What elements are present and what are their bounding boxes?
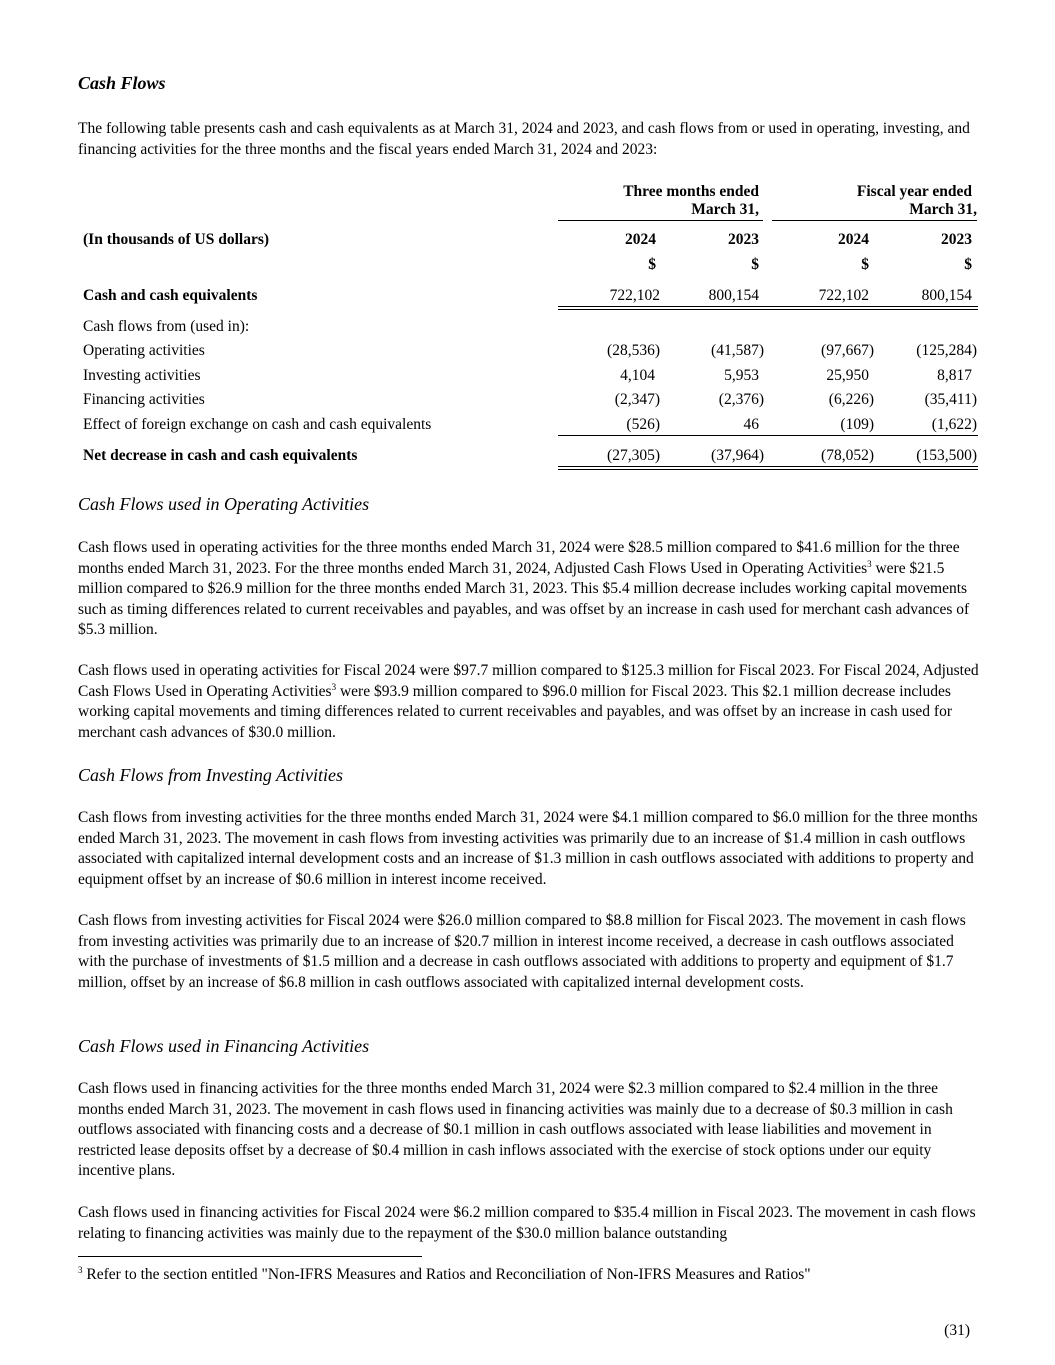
section-heading-operating: Cash Flows used in Operating Activities — [78, 494, 370, 514]
currency-header: $ — [861, 256, 869, 273]
section-label: Cash flows from (used in): — [83, 318, 250, 335]
table-cell: (125,284) — [916, 342, 977, 359]
table-cell: (78,052) — [821, 447, 874, 464]
page-number: (31) — [944, 1322, 970, 1339]
subtotal-rule — [558, 435, 978, 436]
group-header-three-months-line1: Three months ended — [623, 183, 759, 200]
group-underline-fiscal-year — [772, 220, 977, 221]
double-rule — [558, 306, 978, 310]
table-cell: (1,622) — [931, 416, 977, 433]
year-header: 2023 — [728, 231, 759, 248]
year-header: 2024 — [625, 231, 656, 248]
group-underline-three-months — [558, 220, 763, 221]
table-cell: 5,953 — [724, 367, 759, 384]
footnote-divider — [78, 1256, 422, 1257]
table-row-label: Financing activities — [83, 391, 205, 408]
table-cell: (153,500) — [916, 447, 977, 464]
table-row-label: Net decrease in cash and cash equivalents — [83, 447, 358, 464]
table-row-label: Operating activities — [83, 342, 205, 359]
group-header-three-months-line2: March 31, — [691, 201, 759, 218]
table-cell: (28,536) — [607, 342, 660, 359]
financing-paragraph-1: Cash flows used in financing activities for the three months ended March 31, 2024 were $2.3 million compared to $2.4 million in the three months ended March 31, 2023. The movement in cash flows used in financing activities was mainly due to a decrease of $0.3 million in cash outflows associated with financing costs and a decrease of $0.1 million in cash outflows associated with lease liabilities and movement in restricted lease deposits offset by a decrease of $0.4 million in cash inflows associated with the exercise of stock options under our equity incentive plans. — [78, 1080, 953, 1179]
table-cell: 722,102 — [818, 287, 869, 304]
table-cell: (35,411) — [924, 391, 977, 408]
group-header-fiscal-year-line1: Fiscal year ended — [856, 183, 972, 200]
table-cell: 4,104 — [620, 367, 655, 384]
currency-header: $ — [648, 256, 656, 273]
group-header-fiscal-year-line2: March 31, — [909, 201, 977, 218]
year-header: 2024 — [838, 231, 869, 248]
investing-paragraph-2: Cash flows from investing activities for Fiscal 2024 were $26.0 million compared to $8.8 million for Fiscal 2023. The movement in cash flows from investing activities was primarily due to an increase of $20.7 million in interest income received, a decrease in cash outflows associated with the purchase of investments of $1.5 million and a decrease in cash outflows associated with additions to property and equipment of $1.7 million, offset by an increase of $6.8 million in cash outflows associated with capitalized internal development costs. — [78, 912, 966, 991]
table-row-label: Cash and cash equivalents — [83, 287, 258, 304]
section-heading-investing: Cash Flows from Investing Activities — [78, 765, 343, 785]
table-row-label: Investing activities — [83, 367, 201, 384]
operating-paragraph-2: Cash flows used in operating activities for Fiscal 2024 were $97.7 million compared to $125.3 million for Fiscal 2023. For Fiscal 2024, Adjusted Cash Flows Used in Operating Activities$^3$ were $93.9 million compared to $96.0 million for Fiscal 2023. This $2.1 million decrease includes working capital movements and timing differences related to current receivables and payables, and was offset by an increase in cash used for merchant cash advances of $30.0 million. — [78, 662, 979, 741]
table-cell: (41,587) — [711, 342, 764, 359]
table-cell: 800,154 — [921, 287, 972, 304]
table-cell: (526) — [626, 416, 660, 433]
table-cell: 25,950 — [826, 367, 869, 384]
investing-paragraph-1: Cash flows from investing activities for the three months ended March 31, 2024 were $4.1 million compared to $6.0 million for the three months ended March 31, 2023. The movement in cash flows from investing activities was primarily due to an increase of $1.4 million in cash outflows associated with capitalized internal development costs and an increase of $1.3 million in cash outflows associated with additions to property and equipment offset by an increase of $0.6 million in interest income received. — [78, 809, 978, 888]
table-cell: 46 — [743, 416, 759, 433]
financing-paragraph-2: Cash flows used in financing activities for Fiscal 2024 were $6.2 million compared to $35.4 million in Fiscal 2023. The movement in cash flows relating to financing activities was mainly due to the repayment of the $30.0 million balance outstanding — [78, 1204, 976, 1242]
currency-header: $ — [964, 256, 972, 273]
table-cell: 722,102 — [609, 287, 660, 304]
units-label: (In thousands of US dollars) — [83, 231, 270, 248]
table-cell: 800,154 — [708, 287, 759, 304]
table-row-label: Effect of foreign exchange on cash and cash equivalents — [83, 416, 432, 433]
table-cell: (37,964) — [711, 447, 764, 464]
table-cell: (27,305) — [607, 447, 660, 464]
intro-paragraph: The following table presents cash and cash equivalents as at March 31, 2024 and 2023, and cash flows from or used in operating, investing, and financing activities for the three months and the fiscal years ended March 31, 2024 and 2023: — [78, 120, 970, 158]
table-cell: (2,376) — [718, 391, 764, 408]
footnote: $^3$ Refer to the section entitled "Non-IFRS Measures and Ratios and Reconciliation of Non-IFRS Measures and Ratios" — [78, 1265, 811, 1284]
section-heading-financing: Cash Flows used in Financing Activities — [78, 1036, 370, 1056]
double-rule — [558, 466, 978, 470]
table-cell: (6,226) — [828, 391, 874, 408]
operating-paragraph-1: Cash flows used in operating activities for the three months ended March 31, 2024 were $28.5 million compared to $41.6 million for the three months ended March 31, 2023. For the three months ended March 31, 2024, Adjusted Cash Flows Used in Operating Activities$^3$ were $21.5 million compared to $26.9 million for the three months ended March 31, 2023. This $5.4 million decrease includes working capital movements such as timing differences related to current receivables and payables, and was offset by an increase in cash used for merchant cash advances of $5.3 million. — [78, 539, 970, 638]
year-header: 2023 — [941, 231, 972, 248]
table-cell: (2,347) — [614, 391, 660, 408]
table-cell: 8,817 — [937, 367, 972, 384]
table-cell: (97,667) — [821, 342, 874, 359]
currency-header: $ — [751, 256, 759, 273]
page-title: Cash Flows — [78, 73, 166, 93]
table-cell: (109) — [840, 416, 874, 433]
